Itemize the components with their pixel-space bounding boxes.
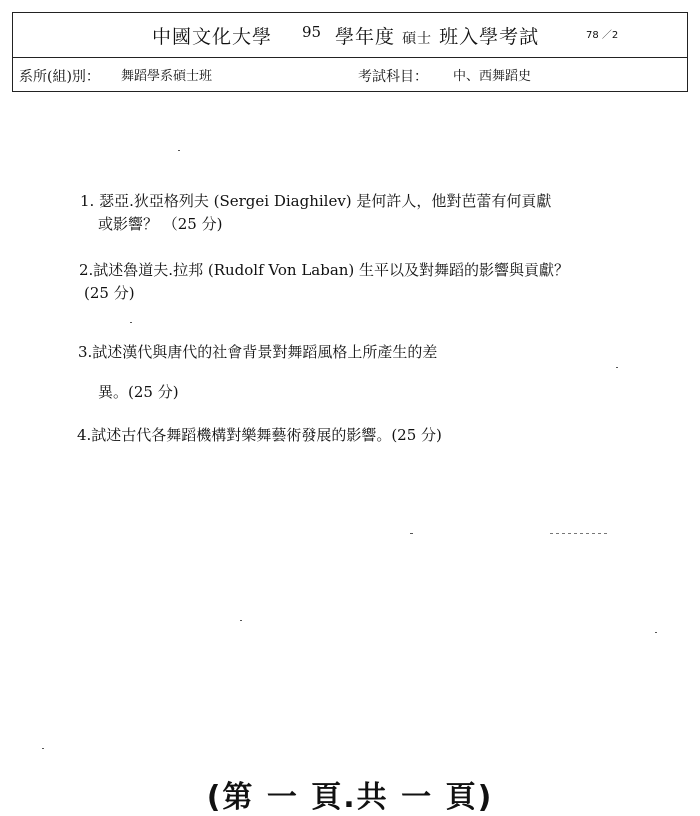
header-info-row — [13, 58, 687, 91]
page-code: 78 ／2 — [586, 30, 619, 41]
exam-title-prefix: 學年度 — [335, 26, 396, 48]
page-indicator: (第 一 頁.共 一 頁) — [206, 780, 494, 815]
question-2-line-1: 2.試述魯道夫.拉邦 (Rudolf Von Laban) 生平以及對舞蹈的影響與貢獻？ — [79, 261, 570, 279]
scan-speck — [655, 632, 657, 633]
header-title-row — [13, 13, 687, 58]
question-4-line-1: 4.試述古代各舞蹈機構對樂舞藝術發展的影響。(25 分) — [77, 426, 442, 444]
department-label: 系所(組)別： — [19, 69, 100, 85]
academic-year: 95 — [302, 23, 322, 41]
question-2-line-2: (25 分) — [84, 284, 135, 302]
question-1-line-1: 1. 瑟亞.狄亞格列夫 (Sergei Diaghilev) 是何許人，他對芭蕾有何貢獻 — [80, 192, 552, 210]
scan-speck — [178, 150, 180, 151]
scan-speck — [616, 367, 618, 368]
scan-speck — [410, 533, 413, 534]
exam-title — [335, 22, 539, 49]
university-name: 中國文化大學 — [152, 26, 273, 48]
scan-speck — [42, 748, 44, 749]
question-3-line-1: 3.試述漢代與唐代的社會背景對舞蹈風格上所產生的差 — [78, 343, 438, 361]
scan-speck — [240, 620, 242, 621]
scan-speck — [550, 533, 610, 534]
scan-speck — [130, 322, 132, 323]
question-1-line-2: 或影響？ （25 分) — [98, 215, 223, 233]
exam-title-suffix: 班入學考試 — [439, 26, 540, 48]
question-3-line-2: 異。(25 分) — [98, 383, 179, 401]
department-value: 舞蹈學系碩士班 — [121, 69, 213, 84]
subject-label: 考試科目： — [358, 69, 428, 85]
subject-value: 中、西舞蹈史 — [453, 69, 532, 84]
exam-header — [12, 12, 688, 92]
exam-degree: 碩士 — [402, 31, 433, 47]
